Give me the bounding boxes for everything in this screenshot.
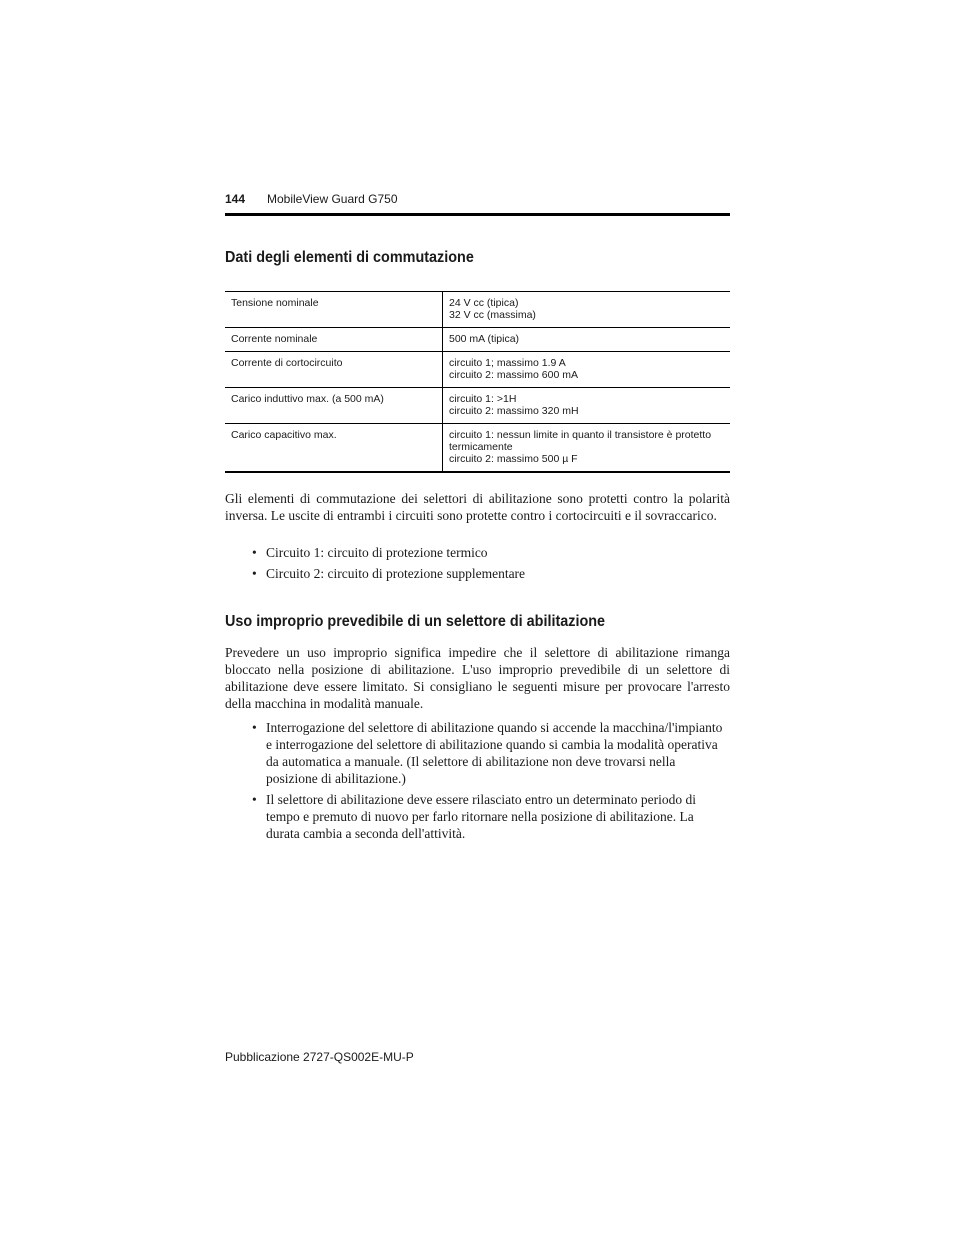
value-line: termicamente	[449, 441, 513, 453]
row-value	[443, 292, 731, 328]
row-value	[443, 388, 731, 424]
row-label: Carico capacitivo max.	[225, 424, 443, 473]
row-value	[443, 328, 731, 352]
value-line: 24 V cc (tipica)	[449, 297, 519, 309]
row-label: Carico induttivo max. (a 500 mA)	[225, 388, 443, 424]
row-label: Corrente nominale	[225, 328, 443, 352]
bullet-icon: •	[252, 792, 257, 807]
section-heading-misuse: Uso improprio prevedibile di un selettore di abilitazione	[225, 613, 606, 630]
value-line: circuito 2: massimo 600 mA	[449, 369, 578, 381]
value-line: circuito 2: massimo 320 mH	[449, 405, 579, 417]
bullet-icon: •	[252, 545, 257, 560]
list-item	[252, 791, 730, 842]
bullet-list-circuits	[252, 544, 730, 586]
bullet-icon: •	[252, 566, 257, 581]
document-title: MobileView Guard G750	[267, 192, 398, 206]
publication-footer: Pubblicazione 2727-QS002E-MU-P	[225, 1050, 414, 1064]
value-line: circuito 2: massimo 500 µ F	[449, 453, 578, 465]
list-item	[252, 544, 730, 561]
list-item	[252, 565, 730, 582]
bullet-icon: •	[252, 720, 257, 735]
table-row	[225, 424, 730, 473]
page-number: 144	[225, 192, 246, 206]
row-label: Tensione nominale	[225, 292, 443, 328]
value-line: 32 V cc (massima)	[449, 309, 536, 321]
table-row	[225, 328, 730, 352]
list-item-text: Circuito 2: circuito di protezione supplementare	[266, 566, 526, 581]
list-item	[252, 719, 730, 787]
value-line: circuito 1; massimo 1.9 A	[449, 357, 566, 369]
row-label: Corrente di cortocircuito	[225, 352, 443, 388]
table-row	[225, 388, 730, 424]
paragraph-misuse: Prevedere un uso improprio significa impedire che il selettore di abilitazione rimanga bloccato nella posizione di abilitazione. L'uso improprio prevedibile di un selettore di abilitazione deve essere limitato. Si consigliano le seguenti misure per provocare l'arresto della macchina in modalità manuale.	[225, 645, 730, 711]
list-item-text: Interrogazione del selettore di abilitazione quando si accende la macchina/l'impianto e interrogazione del selettore di abilitazione quando si cambia la modalità operativa da automatica a manuale. (Il selettore di abilitazione non deve trovarsi nella posizione di abilitazione.)	[266, 720, 723, 786]
paragraph-polarity: Gli elementi di commutazione dei selettori di abilitazione sono protetti contro la polarità inversa. Le uscite di entrambi i circuiti sono protette contro i cortocircuiti e il sovraccarico.	[225, 491, 730, 523]
table-row	[225, 352, 730, 388]
table-row	[225, 292, 730, 328]
value-line: 500 mA (tipica)	[449, 333, 520, 345]
page-header	[225, 192, 730, 206]
section-heading-switching-elements: Dati degli elementi di commutazione	[225, 249, 474, 266]
list-item-text: Circuito 1: circuito di protezione termico	[266, 545, 488, 560]
list-item-text: Il selettore di abilitazione deve essere rilasciato entro un determinato periodo di tempo e premuto di nuovo per farlo ritornare nella posizione di abilitazione. La durata cambia a seconda dell'attività.	[266, 792, 696, 841]
row-value	[443, 424, 731, 473]
bullet-list-measures	[252, 719, 730, 846]
spec-table	[225, 291, 730, 473]
value-line: circuito 1: nessun limite in quanto il transistore è protetto	[449, 429, 712, 441]
row-value	[443, 352, 731, 388]
value-line: circuito 1: >1H	[449, 393, 517, 405]
header-rule	[225, 213, 730, 216]
